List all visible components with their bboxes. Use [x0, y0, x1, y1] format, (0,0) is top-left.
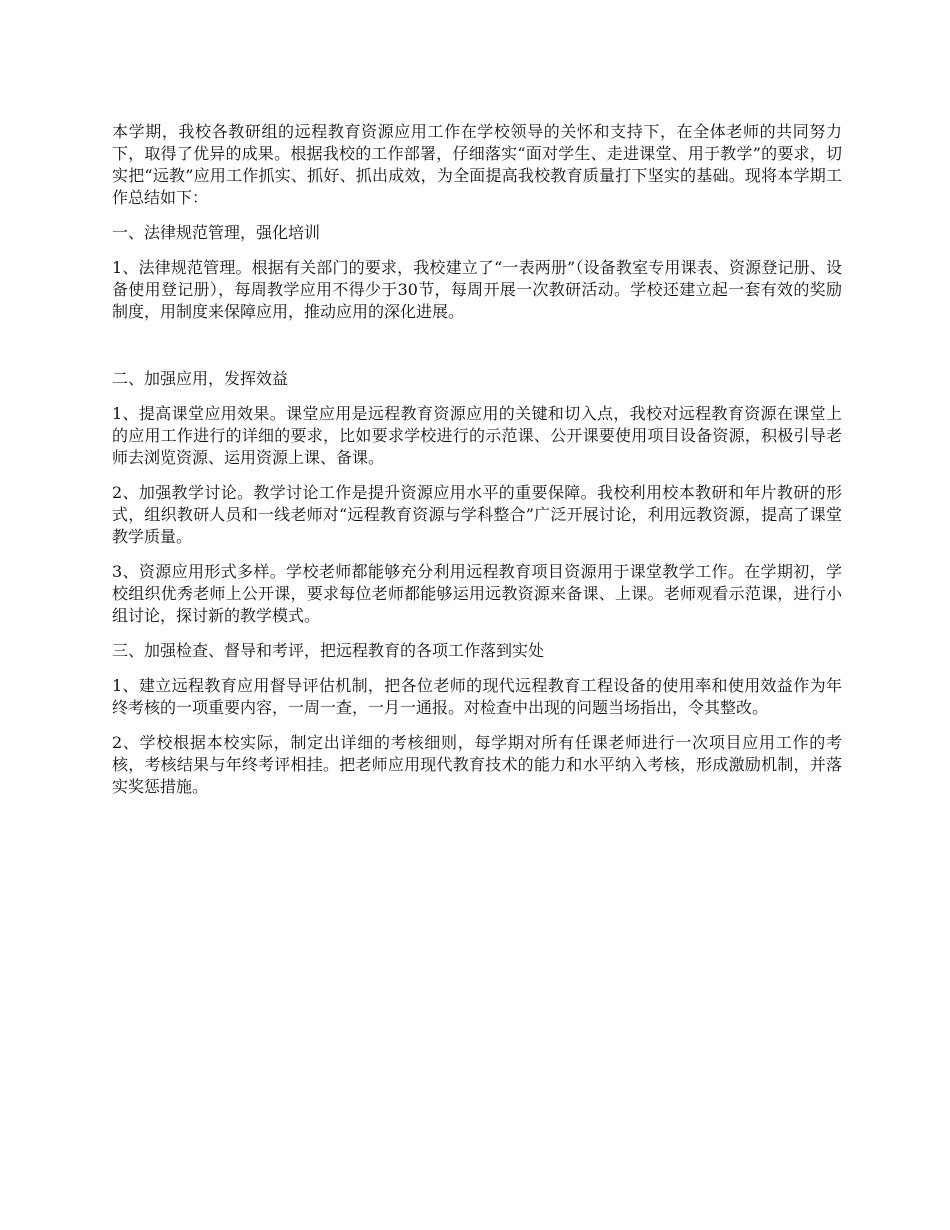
- intro-paragraph: 本学期，我校各教研组的远程教育资源应用工作在学校领导的关怀和支持下，在全体老师的共同努力下，取得了优异的成果。根据我校的工作部署，仔细落实“面对学生、走进课堂、用于教学”的要求，切实把“远教”应用工作抓实、抓好、抓出成效，为全面提高我校教育质量打下坚实的基础。现将本学期工作总结如下：: [112, 122, 842, 207]
- section-2-paragraph-2: 2、加强教学讨论。教学讨论工作是提升资源应用水平的重要保障。我校利用校本教研和年片教研的形式，组织教研人员和一线老师对“远程教育资源与学科整合”广泛开展讨论，利用远教资源，提高了课堂教学质量。: [112, 483, 842, 546]
- section-1-heading: 一、法律规范管理，强化培训: [112, 223, 321, 242]
- section-2-paragraph-3: 3、资源应用形式多样。学校老师都能够充分利用远程教育项目资源用于课堂教学工作。在学期初，学校组织优秀老师上公开课，要求每位老师都能够运用远教资源来备课、上课。老师观看示范课，进行小组讨论，探讨新的教学模式。: [112, 562, 842, 625]
- section-3-heading: 三、加强检查、督导和考评，把远程教育的各项工作落到实处: [112, 641, 545, 660]
- section-2-paragraph-1: 1、提高课堂应用效果。课堂应用是远程教育资源应用的关键和切入点，我校对远程教育资源在课堂上的应用工作进行的详细的要求，比如要求学校进行的示范课、公开课要使用项目设备资源，积极引导老师去浏览资源、运用资源上课、备课。: [112, 404, 842, 467]
- section-1-paragraph-1: 1、法律规范管理。根据有关部门的要求，我校建立了“一表两册”（设备教室专用课表、资源登记册、设备使用登记册），每周教学应用不得少于30节，每周开展一次教研活动。学校还建立起一套有效的奖励制度，用制度来保障应用，推动应用的深化进展。: [112, 258, 842, 321]
- document-body: [112, 121, 842, 811]
- section-3-paragraph-1: 1、建立远程教育应用督导评估机制，把各位老师的现代远程教育工程设备的使用率和使用效益作为年终考核的一项重要内容，一周一查，一月一通报。对检查中出现的问题当场指出，令其整改。: [112, 676, 842, 717]
- section-3-paragraph-2: 2、学校根据本校实际，制定出详细的考核细则，每学期对所有任课老师进行一次项目应用工作的考核，考核结果与年终考评相挂。把老师应用现代教育技术的能力和水平纳入考核，形成激励机制，并落实奖惩措施。: [112, 733, 842, 796]
- section-2-heading: 二、加强应用，发挥效益: [112, 369, 289, 388]
